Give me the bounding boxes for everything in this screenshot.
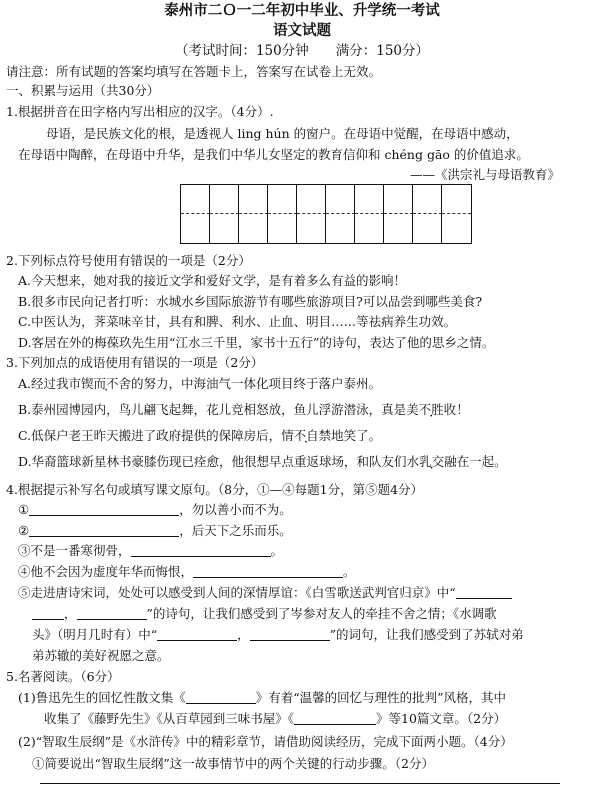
q5-part-2: (2)“智取生辰纲”是《水浒传》中的精彩章节，请借助阅读经历，完成下面两小题。（4分） <box>18 734 513 749</box>
q2-option-a: A.今天想来，她对我的接近文学和爱好文学，是有着多么有益的影响！ <box>18 273 407 288</box>
q5-part-1-line-2: 收集了《藤野先生》《从百草园到三味书屋》《 》等10篇文章。（2分） <box>44 711 507 726</box>
dotted-idiom: 美不胜收 <box>406 402 457 417</box>
blank[interactable] <box>131 542 271 557</box>
q3-stem: 3.下列加点的成语使用有错误的一项是（2分） <box>6 355 264 370</box>
q1-passage-line-2: 在母语中陶醉，在母语中升华，是我们中华儿女坚定的教育信仰和 chéng gāo 的价值追求。 <box>18 147 529 162</box>
blank[interactable] <box>32 605 64 620</box>
dotted-idiom: 水乳交融 <box>406 454 457 469</box>
answer-line[interactable] <box>40 783 560 784</box>
q4-item-4: ④他不会因为虚度年华而悔恨， 。 <box>18 564 356 579</box>
blank[interactable] <box>186 689 256 704</box>
q5-part-1-line-1: (1)鲁迅先生的回忆性散文集《 》有着“温馨的回忆与理性的批判”风格，其中 <box>18 690 507 705</box>
q4-item-5-line-4: 弟苏辙的美好祝愿之意。 <box>32 648 170 663</box>
exam-time-info: （考试时间：150分钟 满分：150分） <box>174 43 430 59</box>
q5-part-2-sub-1: ①简要说出“智取生辰纲”这一故事情节中的两个关键的行动步骤。（2分） <box>32 756 434 771</box>
q4-item-3: ③不是一番寒彻骨， 。 <box>18 543 284 558</box>
blank[interactable] <box>294 710 376 725</box>
q2-option-d: D.客居在外的梅葆玖先生用“江水三千里，家书十五行”的诗句，表达了他的思乡之情。 <box>18 335 495 350</box>
blank[interactable] <box>157 626 237 641</box>
q1-stem: 1.根据拼音在田字格内写出相应的汉字。（4分）. <box>6 104 274 119</box>
q4-item-5-line-2: ， ”的诗句，让我们感受到了岑参对友人的牵挂不舍之情；《水调歌 <box>32 605 497 623</box>
q3-option-c: C.低保户老王昨天搬进了政府提供的保障房后，情不自禁地笑了。 <box>18 428 382 443</box>
q3-option-b: B.泰州园博园内，鸟儿翩飞起舞，花儿竞相怒放，鱼儿浮游潜泳，真是美不胜收！ <box>18 402 469 417</box>
blank[interactable] <box>77 605 147 620</box>
q4-stem: 4.根据提示补写名句或填写课文原句。（8分，①—④每题1分，第⑤题4分） <box>6 482 424 497</box>
q4-item-2: ② ，后天下之乐而乐。 <box>18 523 292 538</box>
q2-option-c: C.中医认为，荠菜味辛甘，具有和脾、利水、止血、明目……等祛病养生功效。 <box>18 314 457 329</box>
dotted-idiom: 锲而不舍 <box>81 376 132 391</box>
q4-item-5-line-3: 头》（明月几时有）中“ ， ”的词句，让我们感受到了苏轼对弟 <box>32 627 524 642</box>
blank[interactable] <box>29 522 179 537</box>
exam-subject: 语文试题 <box>273 22 331 39</box>
exam-title: 泰州市二Ｏ一二年初中毕业、升学统一考试 <box>164 2 440 19</box>
blank[interactable] <box>193 563 343 578</box>
section-heading: 一、积累与运用（共30分） <box>6 83 160 98</box>
q3-option-d: D.华裔篮球新星林书豪膝伤现已痊愈，他很想早点重返球场，和队友们水乳交融在一起。 <box>18 454 507 469</box>
q3-option-a: A.经过我市锲而不舍的努力，中海油气一体化项目终于落户泰州。 <box>18 376 382 391</box>
notice: 请注意：所有试题的答案均填写在答题卡上，答案写在试卷上无效。 <box>6 64 382 79</box>
q1-source: ——《洪宗礼与母语教育》 <box>410 167 561 182</box>
q2-stem: 2.下列标点符号使用有错误的一项是（2分） <box>6 253 251 268</box>
tianzige-grid[interactable] <box>180 184 472 244</box>
dotted-idiom: 情不自禁 <box>281 428 332 443</box>
blank[interactable] <box>29 501 179 516</box>
q4-item-5-line-1: ⑤走进唐诗宋词，处处可以感受到人间的深情厚谊：《白雪歌送武判官归京》中“ <box>18 584 512 602</box>
q5-stem: 5.名著阅读。（6分） <box>6 669 120 684</box>
blank[interactable] <box>456 584 512 599</box>
blank[interactable] <box>250 626 330 641</box>
q1-passage-line-1: 母语，是民族文化的根，是透视人 ling hún 的窗户。在母语中觉醒，在母语中感动， <box>46 126 519 141</box>
q2-option-b: B.很多市民向记者打听：水城水乡国际旅游节有哪些旅游项目?可以品尝到哪些美食? <box>18 294 483 309</box>
q4-item-1: ① ，勿以善小而不为。 <box>18 502 292 517</box>
